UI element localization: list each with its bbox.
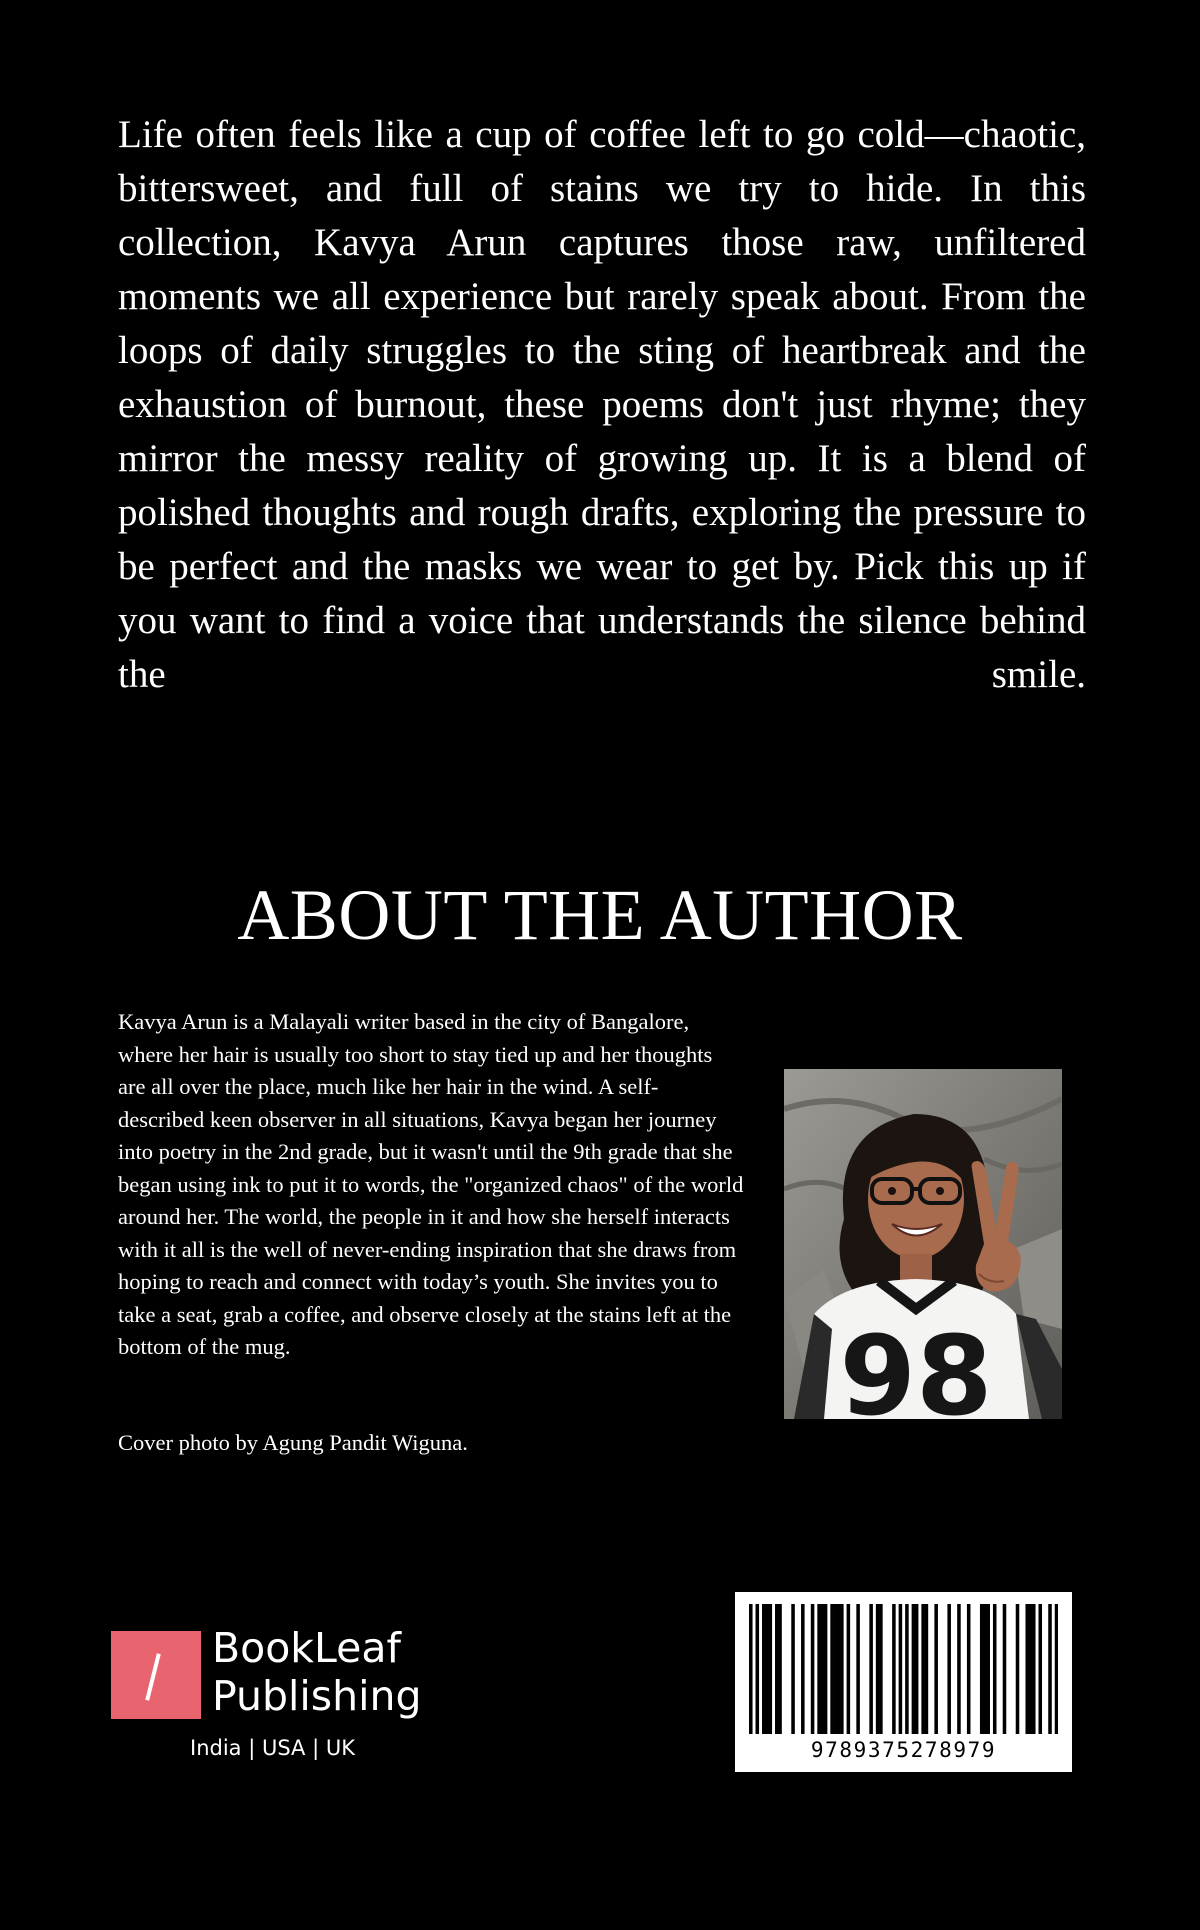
author-bio: Kavya Arun is a Malayali writer based in the city of Bangalore, where her hair is usually too short to stay tied up and her thoughts are all over the place, much like her hair in the wind. A self-described keen observer in all situations, Kavya began her journey into poetry in the 2nd grade, but it wasn't until the 9th grade that she began using ink to put it to words, the "organized chaos" of the world around her. The world, the people in it and how she herself interacts with it all is the well of never-ending inspiration that she draws from hoping to reach and connect with today’s youth. She invites you to take a seat, grab a coffee, and observe closely at the stains left at the bottom of the mug. bbox=[118, 1009, 744, 1359]
barcode-bar bbox=[856, 1604, 860, 1734]
barcode-bar bbox=[1025, 1604, 1029, 1734]
slash-icon bbox=[145, 1653, 160, 1701]
barcode-bar bbox=[983, 1604, 987, 1734]
barcode-bar bbox=[986, 1604, 990, 1734]
back-cover-blurb: Life often feels like a cup of coffee left to go cold—chaotic, bittersweet, and full of stains we try to hide. In this collection, Kavya Arun captures those raw, unfiltered moments we all experience but rarely speak about. From the loops of daily struggles to the sting of heartbreak and the exhaustion of burnout, these poems don't just rhyme; they mirror the messy reality of growing up. It is a blend of polished thoughts and rough drafts, exploring the pressure to be perfect and the masks we wear to get by. Pick this up if you want to find a voice that understands the silence behind the smile. bbox=[118, 113, 1086, 696]
barcode-bars bbox=[749, 1604, 1058, 1734]
barcode-bar bbox=[1029, 1604, 1033, 1734]
barcode-bar bbox=[993, 1604, 997, 1734]
publisher-name bbox=[212, 1624, 422, 1720]
barcode-bar bbox=[957, 1604, 961, 1734]
barcode-bar bbox=[1016, 1604, 1020, 1734]
barcode-bar bbox=[905, 1604, 909, 1734]
barcode-bar bbox=[899, 1604, 903, 1734]
publisher-locations: India | USA | UK bbox=[190, 1736, 355, 1760]
barcode-bar bbox=[769, 1604, 773, 1734]
barcode-bar bbox=[1038, 1604, 1042, 1734]
barcode-bar bbox=[840, 1604, 844, 1734]
barcode-bar bbox=[847, 1604, 851, 1734]
publisher-logo bbox=[111, 1624, 451, 1768]
barcode-bar bbox=[834, 1604, 838, 1734]
barcode-bar bbox=[879, 1604, 883, 1734]
barcode-bar bbox=[925, 1604, 929, 1734]
barcode-bar bbox=[869, 1604, 873, 1734]
publisher-name-line2: Publishing bbox=[212, 1672, 422, 1720]
barcode-bar bbox=[824, 1604, 828, 1734]
barcode-bar bbox=[762, 1604, 766, 1734]
barcode-bar bbox=[756, 1604, 760, 1734]
barcode-bar bbox=[1032, 1604, 1036, 1734]
barcode-bar bbox=[775, 1604, 779, 1734]
barcode-bar bbox=[912, 1604, 916, 1734]
isbn-barcode bbox=[735, 1592, 1072, 1772]
barcode-bar bbox=[892, 1604, 896, 1734]
barcode-bar bbox=[765, 1604, 769, 1734]
barcode-bar bbox=[980, 1604, 984, 1734]
barcode-bar bbox=[947, 1604, 951, 1734]
publisher-name-line1: BookLeaf bbox=[212, 1624, 401, 1672]
barcode-bar bbox=[967, 1604, 971, 1734]
isbn-number: 9789375278979 bbox=[810, 1738, 997, 1762]
barcode-bar bbox=[778, 1604, 782, 1734]
barcode-bar bbox=[817, 1604, 821, 1734]
author-photo bbox=[784, 1069, 1062, 1419]
barcode-bar bbox=[837, 1604, 841, 1734]
barcode-bar bbox=[934, 1604, 938, 1734]
bookleaf-logo-mark bbox=[111, 1631, 201, 1719]
about-the-author-heading: ABOUT THE AUTHOR bbox=[237, 875, 963, 955]
barcode-bar bbox=[1055, 1604, 1058, 1734]
barcode-bar bbox=[811, 1604, 815, 1734]
barcode-bar bbox=[915, 1604, 919, 1734]
jersey-number: 98 bbox=[839, 1312, 993, 1419]
barcode-bar bbox=[821, 1604, 825, 1734]
barcode-bar bbox=[921, 1604, 925, 1734]
barcode-bar bbox=[801, 1604, 805, 1734]
barcode-bar bbox=[1048, 1604, 1052, 1734]
cover-photo-credit: Cover photo by Agung Pandit Wiguna. bbox=[118, 1430, 468, 1455]
barcode-bar bbox=[1003, 1604, 1007, 1734]
barcode-bar bbox=[876, 1604, 880, 1734]
barcode-bar bbox=[830, 1604, 834, 1734]
barcode-bar bbox=[791, 1604, 795, 1734]
barcode-bar bbox=[749, 1604, 753, 1734]
